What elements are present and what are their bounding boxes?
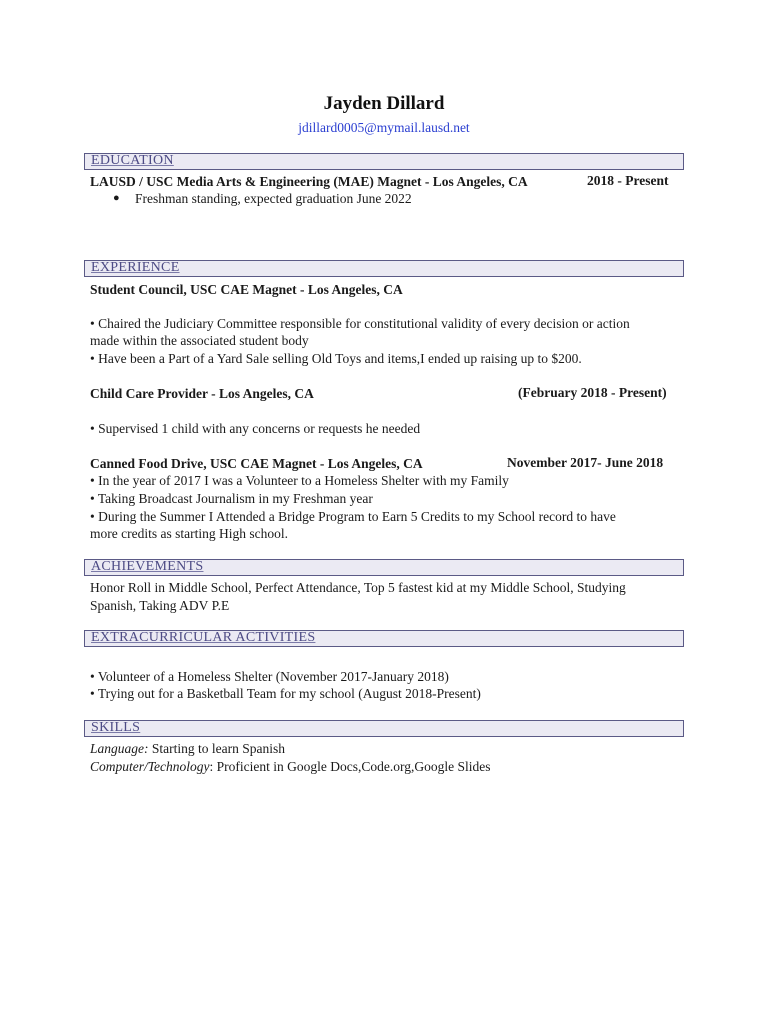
skill-value: Starting to learn Spanish xyxy=(148,741,285,756)
job-title-canned-food: Canned Food Drive, USC CAE Magnet - Los Angeles, CA xyxy=(90,456,423,471)
job-detail: made within the associated student body xyxy=(90,333,309,348)
candidate-name: Jayden Dillard xyxy=(323,93,445,114)
skill-technology xyxy=(90,758,490,776)
school-name: LAUSD / USC Media Arts & Engineering (MAE) Magnet - Los Angeles, CA xyxy=(90,174,528,189)
section-heading-achievements xyxy=(84,559,684,576)
section-heading-experience xyxy=(84,260,684,277)
job-detail: • Supervised 1 child with any concerns or requests he needed xyxy=(90,421,421,436)
section-title: EXPERIENCE xyxy=(91,260,180,275)
extracurricular-item: • Volunteer of a Homeless Shelter (November 2017-January 2018) xyxy=(90,669,449,684)
section-title: EDUCATION xyxy=(91,153,174,168)
section-heading-education xyxy=(84,153,684,170)
skill-label: Computer/Technology xyxy=(90,759,210,774)
job-detail: • Taking Broadcast Journalism in my Freshman year xyxy=(90,491,373,506)
bullet-icon: ● xyxy=(113,192,120,204)
job-dates: (February 2018 - Present) xyxy=(518,385,667,400)
section-title: ACHIEVEMENTS xyxy=(91,559,204,574)
achievements-text: Honor Roll in Middle School, Perfect Attendance, Top 5 fastest kid at my Middle School, Studying xyxy=(90,580,626,595)
job-detail: more credits as starting High school. xyxy=(90,526,288,541)
skill-value: : Proficient in Google Docs,Code.org,Google Slides xyxy=(209,759,491,774)
section-title: SKILLS xyxy=(91,720,141,735)
email-address[interactable]: jdillard0005@mymail.lausd.net xyxy=(298,120,470,135)
job-title-child-care: Child Care Provider - Los Angeles, CA xyxy=(90,386,314,401)
job-detail: • During the Summer I Attended a Bridge Program to Earn 5 Credits to my School record to have xyxy=(90,509,616,524)
education-dates: 2018 - Present xyxy=(587,173,669,188)
skill-language xyxy=(90,740,285,758)
section-heading-skills xyxy=(84,720,684,737)
job-detail: • In the year of 2017 I was a Volunteer to a Homeless Shelter with my Family xyxy=(90,473,509,488)
job-detail: • Have been a Part of a Yard Sale selling Old Toys and items,I ended up raising up to $200. xyxy=(90,351,582,366)
job-dates: November 2017- June 2018 xyxy=(507,455,664,470)
job-title-student-council: Student Council, USC CAE Magnet - Los Angeles, CA xyxy=(90,282,403,297)
section-heading-extracurricular xyxy=(84,630,684,647)
achievements-text: Spanish, Taking ADV P.E xyxy=(90,598,230,613)
job-detail: • Chaired the Judiciary Committee responsible for constitutional validity of every decision or action xyxy=(90,316,630,331)
section-title: EXTRACURRICULAR ACTIVITIES xyxy=(91,630,316,645)
extracurricular-item: • Trying out for a Basketball Team for my school (August 2018-Present) xyxy=(90,686,481,701)
skill-label: Language: xyxy=(90,741,149,756)
education-detail: Freshman standing, expected graduation June 2022 xyxy=(135,191,412,206)
